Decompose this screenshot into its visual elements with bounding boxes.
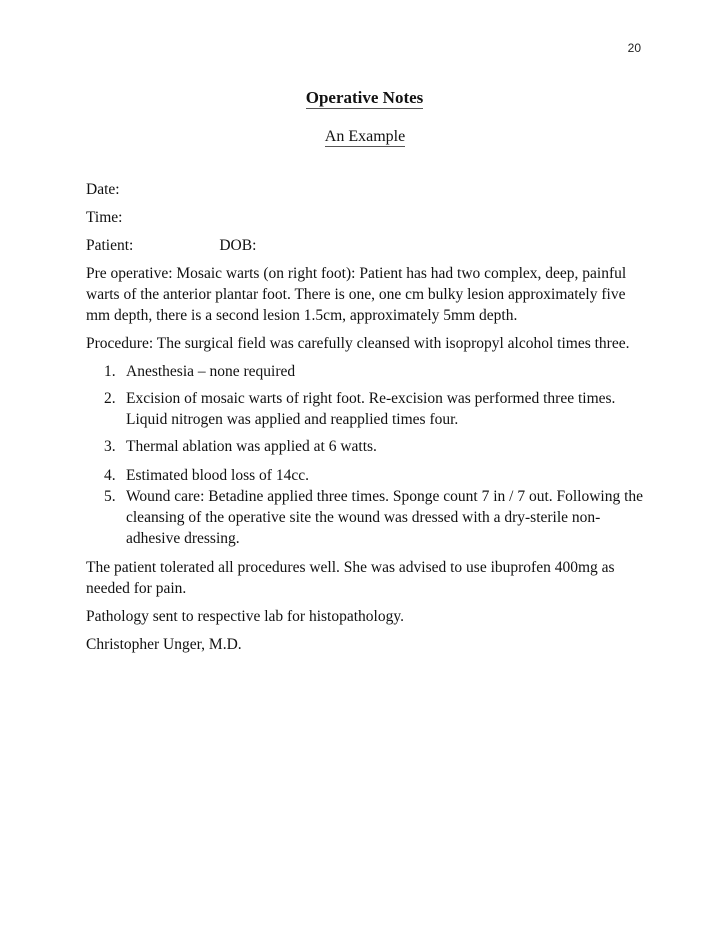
page-subtitle-text: An Example xyxy=(324,128,406,145)
pathology-paragraph: Pathology sent to respective lab for histopathology. xyxy=(86,608,404,625)
procedure-paragraph: Procedure: The surgical field was carefully cleansed with isopropyl alcohol times three. xyxy=(86,335,630,352)
list-item-text: Thermal ablation was applied at 6 watts. xyxy=(126,438,377,455)
list-item xyxy=(86,465,646,486)
document-body xyxy=(86,179,646,662)
list-item xyxy=(86,436,646,457)
list-item-number: 4. xyxy=(104,467,116,484)
page-subtitle xyxy=(0,128,728,146)
list-item-number: 3. xyxy=(104,438,116,455)
tolerance-paragraph: The patient tolerated all procedures well. She was advised to use ibuprofen 400mg as needed for pain. xyxy=(86,559,615,597)
list-item-text: Estimated blood loss of 14cc. xyxy=(126,467,309,484)
patient-label: Patient: xyxy=(86,237,134,254)
list-item xyxy=(86,486,646,549)
list-item-text: Wound care: Betadine applied three times. Sponge count 7 in / 7 out. Following the cleansing of the operative site the wound was dressed with a dry-sterile non-adhesive dressing. xyxy=(126,488,644,547)
time-field xyxy=(86,207,646,228)
dob-label: DOB: xyxy=(219,237,257,254)
list-item xyxy=(86,361,646,382)
list-item-text: Anesthesia – none required xyxy=(126,363,296,380)
list-item-number: 2. xyxy=(104,390,116,407)
list-item-number: 1. xyxy=(104,363,116,380)
patient-field xyxy=(86,235,646,256)
list-item xyxy=(86,388,646,430)
pre-operative-paragraph: Pre operative: Mosaic warts (on right foot): Patient has had two complex, deep, painful warts of the anterior plantar foot. There is one, one cm bulky lesion approximately five mm depth, there is a second lesion 1.5cm, approximately 5mm depth. xyxy=(86,265,627,324)
date-field xyxy=(86,179,646,200)
list-item-number: 5. xyxy=(104,488,116,505)
page-number: 20 xyxy=(627,41,641,55)
time-label: Time: xyxy=(86,209,123,226)
procedure-steps-list xyxy=(86,361,646,549)
signature: Christopher Unger, M.D. xyxy=(86,636,242,653)
date-label: Date: xyxy=(86,181,120,198)
page-title-text: Operative Notes xyxy=(305,88,424,107)
page-title xyxy=(0,88,728,108)
list-item-text: Excision of mosaic warts of right foot. Re-excision was performed three times. Liquid nitrogen was applied and reapplied times four. xyxy=(126,390,616,428)
